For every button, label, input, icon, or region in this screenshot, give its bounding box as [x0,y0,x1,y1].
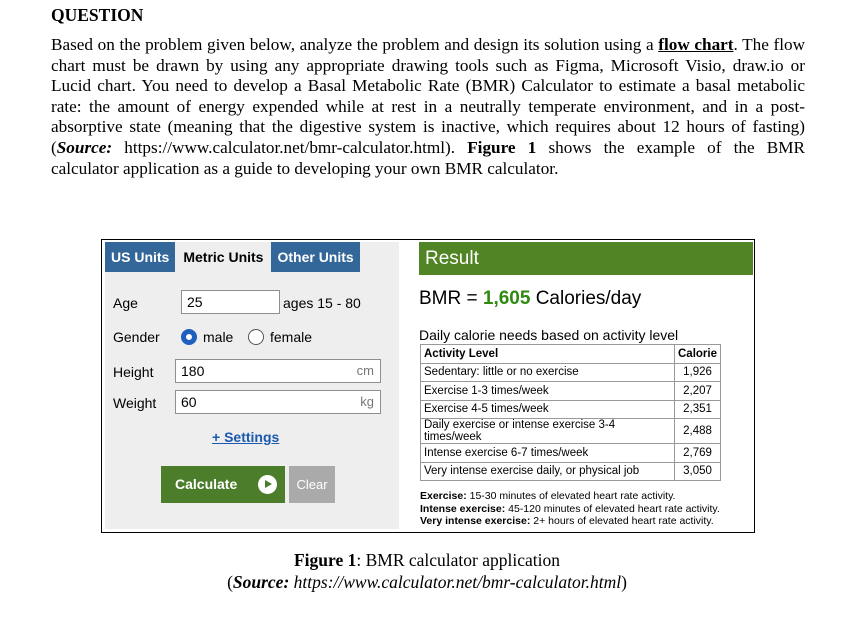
calorie-cell: 1,926 [675,363,721,382]
activity-column-header: Activity Level [421,345,675,364]
source-label: Source: [56,137,113,157]
table-row [421,444,721,463]
note-desc: 45-120 minutes of elevated heart rate activity. [505,502,720,515]
unit-tabs [105,242,399,274]
caption-line-2 [0,571,854,593]
female-label: female [270,329,313,345]
height-unit: cm [356,363,374,378]
tab-us-units[interactable]: US Units [105,242,175,272]
age-label: Age [113,295,138,311]
table-header-row [421,345,721,364]
calorie-cell: 2,207 [675,382,721,401]
question-text-4: shows the example of the BMR calculator application as a guide to developing your own BMR calculator. [51,137,806,178]
table-row [421,419,721,444]
question-text-2: . The flow chart must be drawn by using any appropriate drawing tools such as Figma, Microsoft Visio, draw.io or Lucid chart. You need to develop a Basal Metabolic Rate (BMR) Calculator to estimate a basal metabolic rate: the amount of energy expended while at rest in a neutrally temperate environment, and in a post- absorptive state (meaning that the digestive system is inactive, which requires about 12 hours of fasting)( [51,35,806,157]
question-text-3: https://www.calculator.net/bmr-calculator.html). [112,137,468,157]
calorie-cell: 2,488 [675,419,721,444]
female-radio[interactable] [248,329,264,345]
activity-cell: Daily exercise or intense exercise 3-4 times/week [421,419,675,444]
height-input[interactable] [175,359,381,383]
question-title: QUESTION [51,5,144,25]
flow-chart-term: flow chart [658,35,734,54]
table-row [421,400,721,419]
age-value: 25 [187,294,203,310]
activity-cell: Exercise 4-5 times/week [421,400,675,419]
male-radio[interactable] [181,329,197,345]
activity-cell: Sedentary: little or no exercise [421,363,675,382]
question-text-1: Based on the problem given below, analyze the problem and design its solution using a [51,35,659,54]
bmr-value: 1,605 [482,288,531,309]
caption-source-label: Source: [232,572,290,592]
tab-metric-units[interactable]: Metric Units [177,242,269,274]
weight-input[interactable] [175,390,381,414]
play-icon [258,475,277,494]
question-body [51,35,805,179]
note-line [420,503,720,516]
caption-figure-text: : BMR calculator application [356,550,561,570]
bmr-suffix: Calories/day [530,288,642,309]
age-hint: ages 15 - 80 [283,295,361,311]
bmr-result [419,288,641,310]
note-desc: 15-30 minutes of elevated heart rate activity. [466,490,676,502]
activity-cell: Intense exercise 6-7 times/week [421,444,675,463]
activity-cell: Very intense exercise daily, or physical job [421,462,675,481]
daily-needs-label: Daily calorie needs based on activity level [419,327,679,343]
note-line [420,515,720,528]
caption-source-url: https://www.calculator.net/bmr-calculator.html [289,572,622,592]
note-line [420,490,720,503]
age-input[interactable] [181,290,280,314]
bmr-prefix: BMR = [419,288,483,309]
weight-unit: kg [360,394,374,409]
table-row [421,363,721,382]
height-label: Height [113,364,154,380]
calorie-cell: 2,769 [675,444,721,463]
activity-table [420,344,721,481]
caption-open-paren: ( [227,572,233,592]
note-term: Very intense exercise: [420,515,531,527]
gender-label: Gender [113,329,160,345]
result-header: Result [419,242,753,275]
weight-value: 60 [181,394,197,410]
exercise-notes [420,490,720,528]
note-term: Intense exercise: [420,502,506,515]
calorie-cell: 3,050 [675,462,721,481]
calculator-panel [105,242,399,529]
caption-figure-label: Figure 1 [293,550,357,570]
note-desc: 2+ hours of elevated heart rate activity. [530,515,714,527]
settings-link[interactable]: + Settings [212,429,280,445]
figure-reference: Figure 1 [467,137,537,157]
activity-cell: Exercise 1-3 times/week [421,382,675,401]
calculate-label: Calculate [175,476,238,492]
figure-caption [0,549,854,593]
calorie-column-header: Calorie [675,345,721,364]
bmr-figure [101,239,755,533]
clear-button[interactable]: Clear [289,466,335,503]
height-value: 180 [181,363,205,379]
calorie-cell: 2,351 [675,400,721,419]
weight-label: Weight [113,395,157,411]
calculate-button[interactable] [161,466,285,503]
note-term: Exercise: [420,490,467,502]
male-label: male [203,329,234,345]
tab-other-units[interactable]: Other Units [271,242,359,272]
caption-close-paren: ) [621,572,627,592]
table-row [421,462,721,481]
table-row [421,382,721,401]
caption-line-1 [0,549,854,571]
